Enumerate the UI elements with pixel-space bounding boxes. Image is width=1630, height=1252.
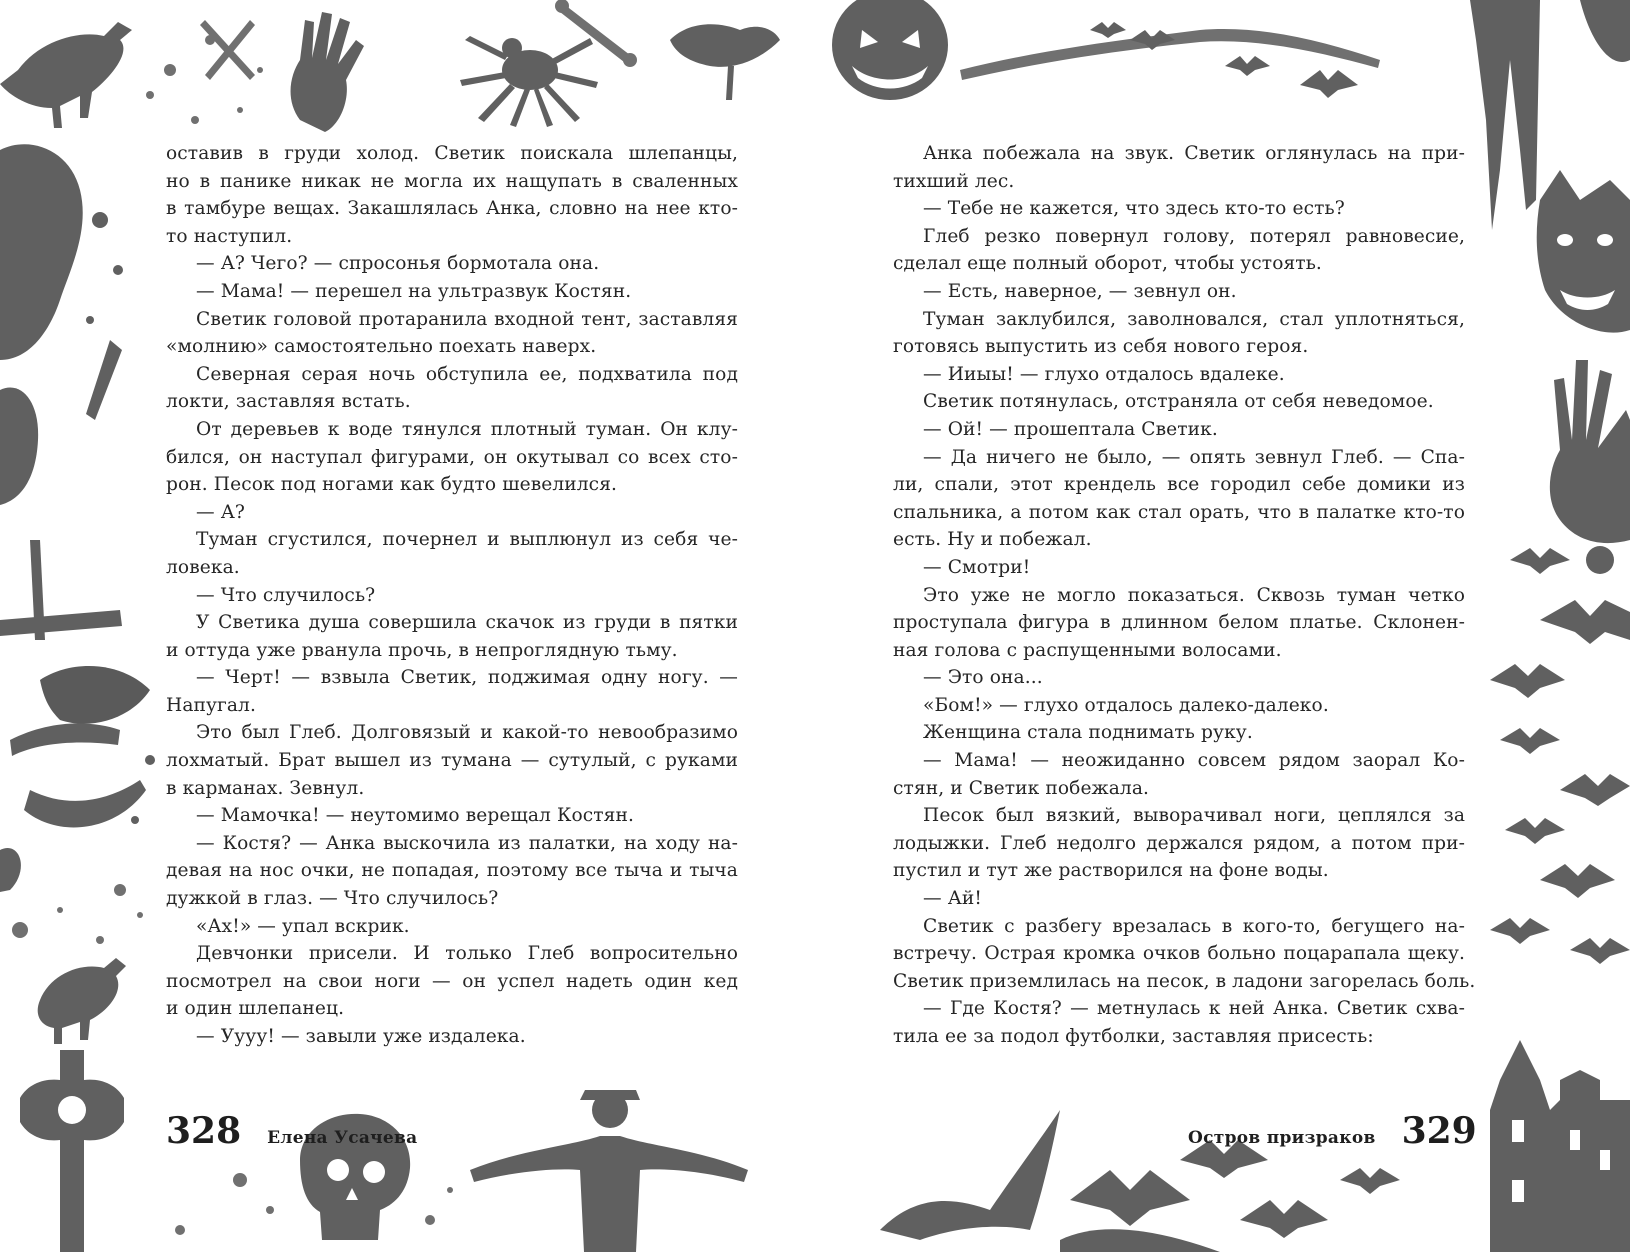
spider-icon bbox=[460, 36, 598, 127]
scarecrow-icon bbox=[470, 1090, 748, 1252]
text-line: дужкой в глаз. — Что случилось? bbox=[166, 888, 499, 910]
text-line: то наступил. bbox=[166, 225, 293, 247]
text-line: От деревьев к воде тянулся плотный туман. Он клу- bbox=[196, 418, 738, 440]
text-line: Женщина стала поднимать руку. bbox=[923, 722, 1253, 744]
text-line: — Ииыы! — глухо отдалось вдалеке. bbox=[923, 363, 1285, 385]
left-page-text bbox=[166, 140, 738, 1051]
text-line: лодыжки. Глеб недолго держался рядом, а потом при- bbox=[893, 832, 1465, 854]
hand-icon bbox=[1550, 360, 1630, 574]
text-line: Северная серая ночь обступила ее, подхватила под bbox=[196, 363, 738, 385]
text-line: «молнию» самостоятельно поехать наверх. bbox=[166, 336, 597, 358]
mask-icon bbox=[0, 540, 155, 892]
right-running-head: Остров призраков bbox=[1188, 1128, 1376, 1148]
text-line: ли, спали, этот крендель все городил себе домики из bbox=[893, 474, 1465, 496]
text-line: Девчонки присели. И только Глеб вопросительно bbox=[196, 943, 738, 965]
text-line: Анка побежала на звук. Светик оглянулась на при- bbox=[923, 143, 1465, 164]
text-line: встречу. Острая кромка очков больно поцарапала щеку. bbox=[893, 943, 1465, 965]
text-line: спальника, а потом как стал орать, что в палатке кто-то bbox=[893, 501, 1465, 523]
text-line: но в панике никак не могла их нащупать в сваленных bbox=[166, 170, 738, 192]
right-page-text bbox=[893, 140, 1476, 1051]
text-line: и оттуда уже рванула прочь, в непроглядную тьму. bbox=[166, 639, 678, 661]
text-line: в тамбуре вещах. Закашлялась Анка, словно на нее кто- bbox=[166, 198, 738, 220]
text-line: — Это она... bbox=[923, 667, 1043, 689]
text-line: Напугал. bbox=[166, 694, 256, 716]
crow-icon bbox=[38, 958, 126, 1044]
text-line: Туман заклубился, заволновался, стал уплотняться, bbox=[923, 308, 1465, 330]
text-line: Светик приземлилась на песок, в ладони загорелась боль. bbox=[893, 970, 1476, 992]
text-line: тихший лес. bbox=[893, 170, 1015, 192]
text-line: готовясь выпустить из себя нового героя. bbox=[893, 336, 1309, 358]
text-line: тила ее за подол футболки, заставляя присесть: bbox=[893, 1026, 1374, 1047]
castle-icon bbox=[1490, 1040, 1630, 1252]
text-line: — А? Чего? — спросонья бормотала она. bbox=[196, 253, 600, 275]
text-line: — Костя? — Анка выскочила из палатки, на ходу на- bbox=[196, 832, 738, 854]
text-line: рон. Песок под ногами как будто шевелился. bbox=[166, 474, 618, 496]
text-line: — Ай! bbox=[923, 888, 982, 910]
text-line: «Бом!» — глухо отдалось далеко-далеко. bbox=[923, 694, 1329, 716]
text-line: — Есть, наверное, — зевнул он. bbox=[923, 280, 1237, 302]
text-line: — Где Костя? — метнулась к ней Анка. Светик схва- bbox=[923, 998, 1465, 1020]
text-line: оставив в груди холод. Светик поискала шлепанцы, bbox=[166, 143, 738, 164]
text-line: Светик головой протаранила входной тент, заставляя bbox=[196, 308, 738, 330]
text-line: — Смотри! bbox=[923, 556, 1031, 578]
text-line: бился, он наступал фигурами, он окутывал со всех сто- bbox=[166, 446, 738, 468]
cross-icon bbox=[20, 1050, 124, 1252]
cat-icon bbox=[1537, 170, 1630, 333]
text-line: — Ой! — прошептала Светик. bbox=[923, 418, 1218, 440]
text-line: — А? bbox=[196, 501, 245, 523]
text-line: ловека. bbox=[166, 556, 240, 578]
text-line: — Да ничего не было, — опять зевнул Глеб. — Спа- bbox=[923, 446, 1465, 468]
text-line: — Мама! — неожиданно совсем рядом заорал Ко- bbox=[923, 750, 1465, 772]
text-line: в карманах. Зевнул. bbox=[166, 777, 365, 799]
pumpkin-icon bbox=[832, 0, 948, 100]
text-line: Это уже не могло показаться. Сквозь туман четко bbox=[923, 584, 1465, 606]
splatter-top bbox=[146, 20, 263, 124]
text-line: проступала фигура в длинном белом платье. Склонен- bbox=[893, 612, 1465, 634]
right-page-footer bbox=[1188, 1110, 1477, 1152]
right-page-number: 329 bbox=[1401, 1110, 1477, 1152]
text-line: — Тебе не кажется, что здесь кто-то есть? bbox=[923, 198, 1345, 220]
text-line: и один шлепанец. bbox=[166, 998, 345, 1020]
left-running-head: Елена Усачева bbox=[267, 1128, 418, 1148]
crow-icon bbox=[0, 22, 132, 128]
text-line: ная голова с распущенными волосами. bbox=[893, 639, 1282, 661]
text-line: локти, заставляя встать. bbox=[166, 391, 411, 413]
text-line: — Мама! — перешел на ультразвук Костян. bbox=[196, 280, 632, 302]
text-line: — Уууу! — завыли уже издалека. bbox=[196, 1026, 526, 1047]
bat-icon bbox=[1490, 548, 1630, 964]
left-page-number: 328 bbox=[166, 1110, 242, 1152]
lips-icon bbox=[670, 24, 780, 100]
text-line: Светик потянулась, отстраняла от себя неведомое. bbox=[923, 391, 1434, 413]
ink-blot-left bbox=[0, 144, 123, 505]
text-line: Светик с разбегу врезалась в кого-то, бегущего на- bbox=[923, 915, 1465, 937]
text-line: есть. Ну и побежал. bbox=[893, 529, 1092, 551]
text-line: стян, и Светик побежала. bbox=[893, 777, 1150, 799]
text-line: пустил и тут же растворился на фоне воды. bbox=[893, 860, 1329, 882]
text-line: девая на нос очки, не попадая, поэтому все тыча и тыча bbox=[166, 860, 738, 882]
text-line: лохматый. Брат вышел из тумана — сутулый, с руками bbox=[166, 750, 738, 772]
text-line: — Черт! — взвыла Светик, поджимая одну ногу. — bbox=[196, 667, 738, 689]
text-line: Глеб резко повернул голову, потерял равновесие, bbox=[923, 225, 1465, 247]
text-line: Песок был вязкий, выворачивал ноги, цеплялся за bbox=[923, 805, 1465, 827]
text-line: посмотрел на свои ноги — он успел надеть один кед bbox=[166, 970, 738, 992]
text-line: «Ах!» — упал вскрик. bbox=[196, 915, 410, 937]
hand-icon bbox=[291, 12, 364, 132]
text-line: Это был Глеб. Долговязый и какой-то невообразимо bbox=[196, 722, 738, 744]
text-line: сделал еще полный оборот, чтобы устоять. bbox=[893, 253, 1322, 275]
text-line: У Светика душа совершила скачок из груди в пятки bbox=[196, 612, 738, 634]
splatter-left bbox=[12, 884, 143, 944]
text-line: — Что случилось? bbox=[196, 584, 376, 606]
text-line: Туман сгустился, почернел и выплюнул из себя че- bbox=[196, 529, 738, 551]
text-line: — Мамочка! — неутомимо верещал Костян. bbox=[196, 805, 635, 827]
left-page-footer bbox=[166, 1110, 417, 1152]
